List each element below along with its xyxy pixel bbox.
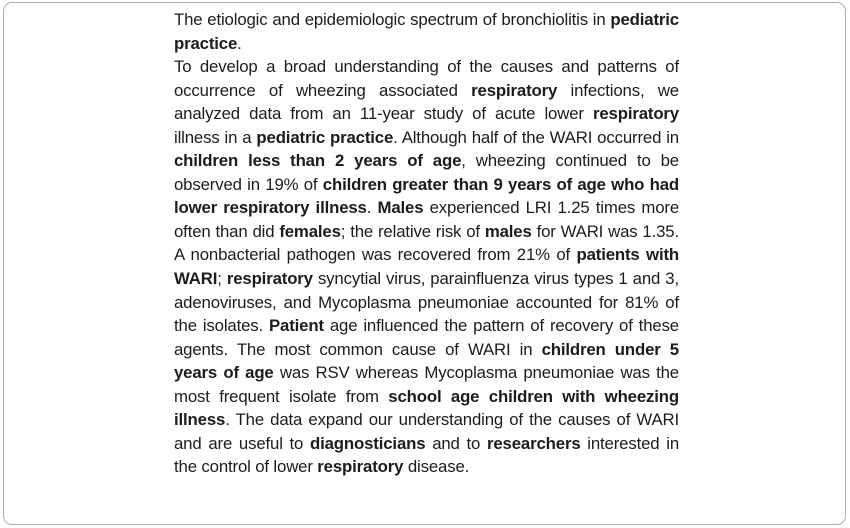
text-run: ; — [217, 269, 227, 289]
text-run: , wheezing continued to be observed in 19% of — [174, 151, 679, 194]
text-run: was RSV whereas Mycoplasma pneumoniae was the most frequent isolate from — [174, 363, 679, 406]
highlighted-term: respiratory — [471, 80, 558, 100]
text-run: for WARI was 1.35. A nonbacterial pathogen was recovered from 21% of — [174, 221, 679, 265]
highlighted-term: patients with WARI — [174, 245, 679, 289]
highlighted-term: Males — [377, 198, 424, 218]
text-run: age influenced the pattern of recovery of these agents. The most common cause of WARI in — [174, 316, 679, 359]
article-title — [174, 8, 679, 55]
highlighted-term: respiratory — [592, 104, 679, 124]
text-run: ; the relative risk of — [340, 221, 485, 241]
highlighted-term: school age children with wheezing illness — [174, 386, 679, 430]
highlighted-term: children under 5 years of age — [174, 339, 679, 383]
highlighted-term: males — [484, 221, 532, 241]
highlighted-term: Patient — [269, 316, 324, 336]
highlighted-term: children less than 2 years of age — [174, 151, 462, 171]
text-run: syncytial virus, parainfluenza virus types 1 and 3, adenoviruses, and Mycoplasma pneumoniae accounted for 81% of the isolates. — [174, 269, 679, 336]
text-run: . — [237, 33, 242, 53]
highlighted-term: researchers — [486, 433, 581, 453]
text-run: The etiologic and epidemiologic spectrum of bronchiolitis in — [174, 10, 611, 29]
text-run: illness in a — [174, 127, 257, 147]
text-run: . — [366, 198, 378, 218]
highlighted-term: respiratory — [226, 269, 313, 289]
highlighted-term: females — [279, 221, 341, 241]
text-run: . Although half of the WARI occurred in — [393, 127, 679, 147]
text-run: To develop a broad understanding of the causes and patterns of occurrence of wheezing associated — [174, 57, 679, 100]
text-run: interested in the control of lower — [174, 433, 680, 477]
text-run: . The data expand our understanding of the causes of WARI and are useful to — [174, 410, 679, 453]
highlighted-term: diagnosticians — [310, 433, 426, 453]
abstract-figure-card — [3, 2, 846, 525]
highlighted-term: respiratory — [317, 457, 404, 477]
text-run: experienced LRI 1.25 times more often than did — [174, 198, 679, 241]
abstract-paragraph — [174, 55, 679, 479]
text-run: disease. — [403, 457, 470, 477]
abstract-text-block — [174, 8, 679, 479]
highlighted-term: pediatric practice — [174, 10, 679, 53]
text-run: infections, we analyzed data from an 11-year study of acute lower — [174, 80, 679, 124]
highlighted-term: pediatric practice — [256, 127, 394, 147]
highlighted-term: children greater than 9 years of age who had lower respiratory illness — [174, 174, 679, 218]
text-run: and to — [425, 433, 487, 453]
